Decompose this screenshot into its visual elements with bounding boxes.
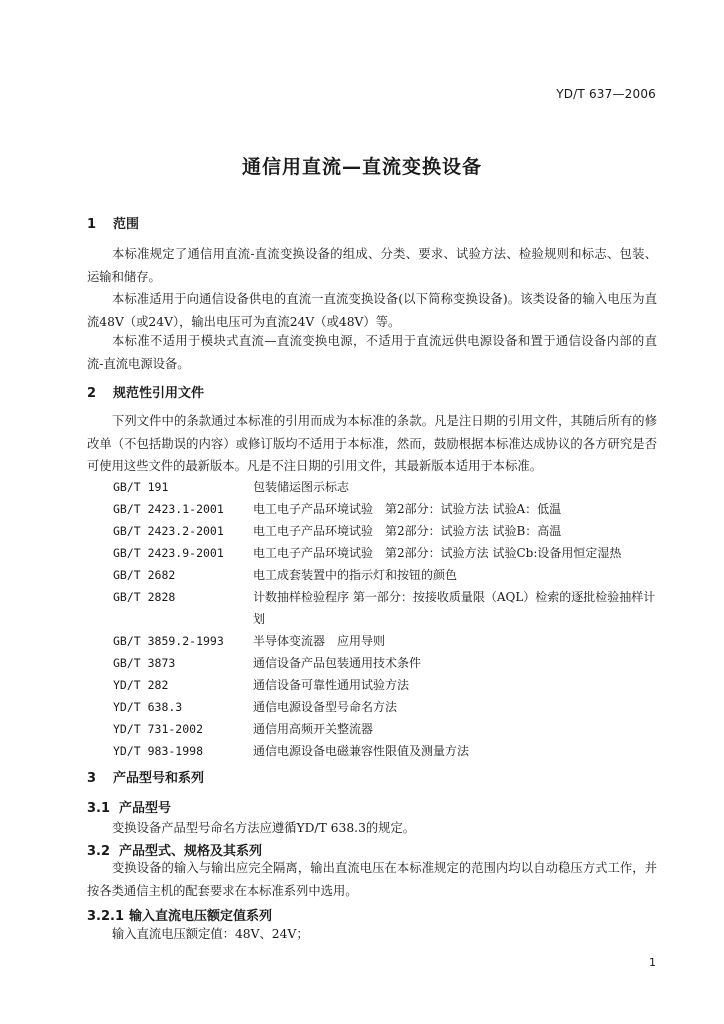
section-number: 2 [87,386,97,401]
reference-code: GB/T 3873 [113,656,176,670]
section-3-2-1-heading [87,905,272,924]
section-number: 1 [87,217,97,232]
reference-title: 包装储运图示标志 [253,480,350,494]
section-title: 产品型号和系列 [113,771,205,786]
page-number: 1 [649,956,656,969]
section-number: 3.2.1 [87,909,125,924]
section-3-heading [87,767,204,786]
model-paragraph: 变换设备产品型号命名方法应遵循YD/T 638.3的规定。 [112,821,416,835]
reference-code: GB/T 2828 [113,590,176,604]
section-2-heading [87,382,204,401]
references-intro: 下列文件中的条款通过本标准的引用而成为本标准的条款。凡是注日期的引用文件，其随后所有的修改单（不包括勘误的内容）或修订版均不适用于本标准，然而，鼓励根据本标准达成协议的各方研究是否可使用这些文件的最新版本。凡是不注日期的引用文件，其最新版本适用于本标准。 [87,414,657,473]
reference-title: 电工电子产品环境试验 第2部分：试验方法 试验B：高温 [253,524,562,538]
scope-paragraph-2: 本标准适用于向通信设备供电的直流一直流变换设备(以下简称变换设备)。该类设备的输入电压为直流48V（或24V），输出电压可为直流24V（或48V）等。 [87,292,657,329]
document-title: 通信用直流—直流变换设备 [241,156,482,178]
reference-title: 电工电子产品环境试验 第2部分：试验方法 试验Cb:设备用恒定湿热 [253,546,622,560]
reference-code: GB/T 3859.2-1993 [113,634,224,648]
scope-paragraph-1: 本标准规定了通信用直流-直流变换设备的组成、分类、要求、试验方法、检验规则和标志、包装、运输和储存。 [87,247,657,284]
reference-title: 计数抽样检验程序 第一部分：按接收质量限（AQL）检索的逐批检验抽样计划 [253,590,656,626]
reference-code: YD/T 983-1998 [113,744,204,758]
reference-title: 电工成套装置中的指示灯和按钮的颜色 [253,568,458,582]
reference-code: GB/T 2423.1-2001 [113,502,224,516]
reference-title: 通信设备可靠性通用试验方法 [253,678,410,692]
reference-code: YD/T 731-2002 [113,722,204,736]
section-number: 3 [87,771,97,786]
section-title: 规范性引用文件 [113,386,205,401]
section-title: 产品型号 [119,801,172,816]
reference-title: 半导体变流器 应用导则 [253,634,386,648]
section-title: 范围 [113,217,140,232]
section-number: 3.2 [87,844,111,859]
section-3-1-heading [87,797,171,816]
reference-code: GB/T 2682 [113,568,176,582]
section-number: 3.1 [87,801,111,816]
reference-code: GB/T 191 [113,480,169,494]
standard-code: YD/T 637—2006 [556,87,656,101]
section-title: 输入直流电压额定值系列 [129,909,273,924]
reference-code: YD/T 638.3 [113,700,183,714]
reference-code: GB/T 2423.2-2001 [113,524,224,538]
reference-title: 通信电源设备电磁兼容性限值及测量方法 [253,744,470,758]
section-title: 产品型式、规格及其系列 [119,844,263,859]
reference-title: 通信设备产品包装通用技术条件 [253,656,422,670]
reference-code: GB/T 2423.9-2001 [113,546,224,560]
reference-title: 通信用高频开关整流器 [253,722,374,736]
input-voltage-paragraph: 输入直流电压额定值：48V、24V； [112,927,309,941]
scope-paragraph-3: 本标准不适用于模块式直流—直流变换电源，不适用于直流远供电源设备和置于通信设备内部的直流-直流电源设备。 [87,334,657,371]
series-paragraph: 变换设备的输入与输出应完全隔离，输出直流电压在本标准规定的范围内均以自动稳压方式工作，并按各类通信主机的配套要求在本标准系列中选用。 [87,861,657,898]
section-1-heading [87,213,139,232]
reference-title: 通信电源设备型号命名方法 [253,700,398,714]
reference-title: 电工电子产品环境试验 第2部分：试验方法 试验A：低温 [253,502,562,516]
reference-code: YD/T 282 [113,678,169,692]
